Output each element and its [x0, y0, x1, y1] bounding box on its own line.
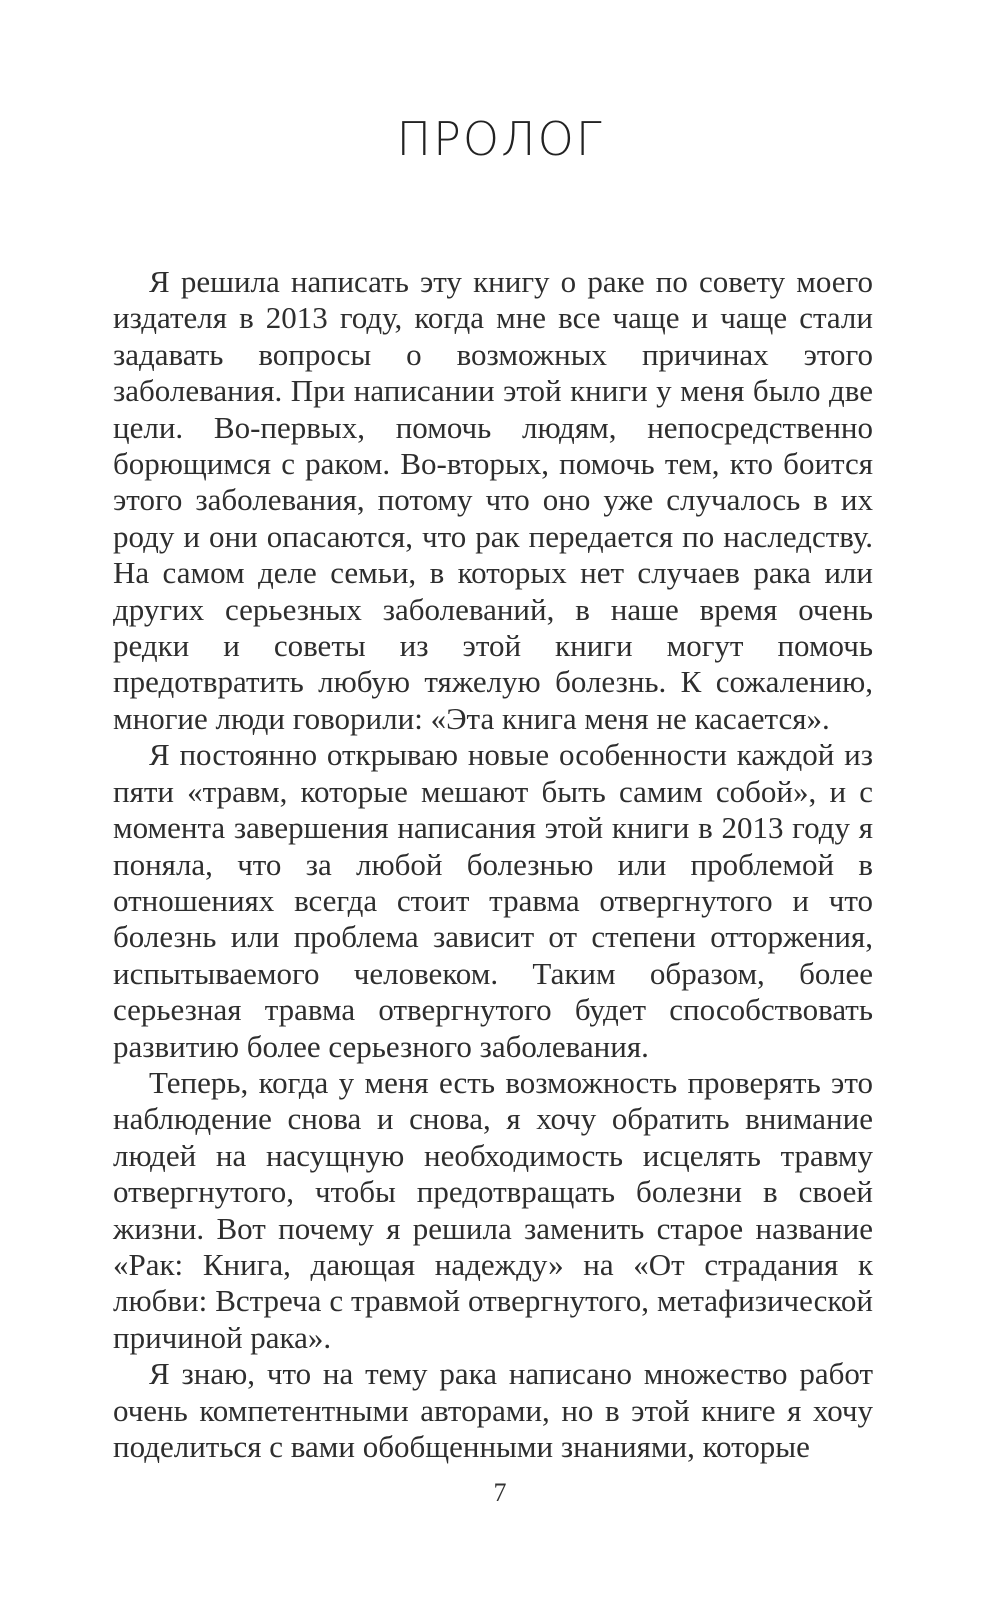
page-number: 7: [493, 1478, 507, 1507]
paragraph-3: Теперь, когда у меня есть возможность проверять это наблюдение снова и снова, я хочу обратить внимание людей на насущную необходимость исцелять травму отвергнутого, чтобы предотвращать болезни в своей жизни. Вот почему я решила заменить старое название «Рак: Книга, дающая надежду» на «От страдания к любви: Встреча с травмой отвергнутого, метафизической причиной рака».: [113, 1064, 873, 1355]
body-text: [113, 264, 873, 1465]
chapter-title: ПРОЛОГ: [396, 112, 604, 166]
paragraph-2: Я постоянно открываю новые особенности каждой из пяти «травм, которые мешают быть самим собой», и с момента завершения написания этой книги в 2013 году я поняла, что за любой болезнью или проблемой в отношениях всегда стоит травма отвергнутого и что болезнь или проблема зависит от степени отторжения, испытываемого человеком. Таким образом, более серьезная травма отвергнутого будет способствовать развитию более серьезного заболевания.: [113, 737, 873, 1064]
paragraph-1: Я решила написать эту книгу о раке по совету моего издателя в 2013 году, когда мне все чаще и чаще стали задавать вопросы о возможных причинах этого заболевания. При написании этой книги у меня было две цели. Во-первых, помочь людям, непосредственно борющимся с раком. Во-вторых, помочь тем, кто боится этого заболевания, потому что оно уже случалось в их роду и они опасаются, что рак передается по наследству. На самом деле семьи, в которых нет случаев рака или других серьезных заболеваний, в наше время очень редки и советы из этой книги могут помочь предотвратить любую тяжелую болезнь. К сожалению, многие люди говорили: «Эта книга меня не касается».: [113, 264, 873, 736]
paragraph-4: Я знаю, что на тему рака написано множество работ очень компетентными авторами, но в этой книге я хочу поделиться с вами обобщенными знаниями, которые: [113, 1356, 873, 1464]
